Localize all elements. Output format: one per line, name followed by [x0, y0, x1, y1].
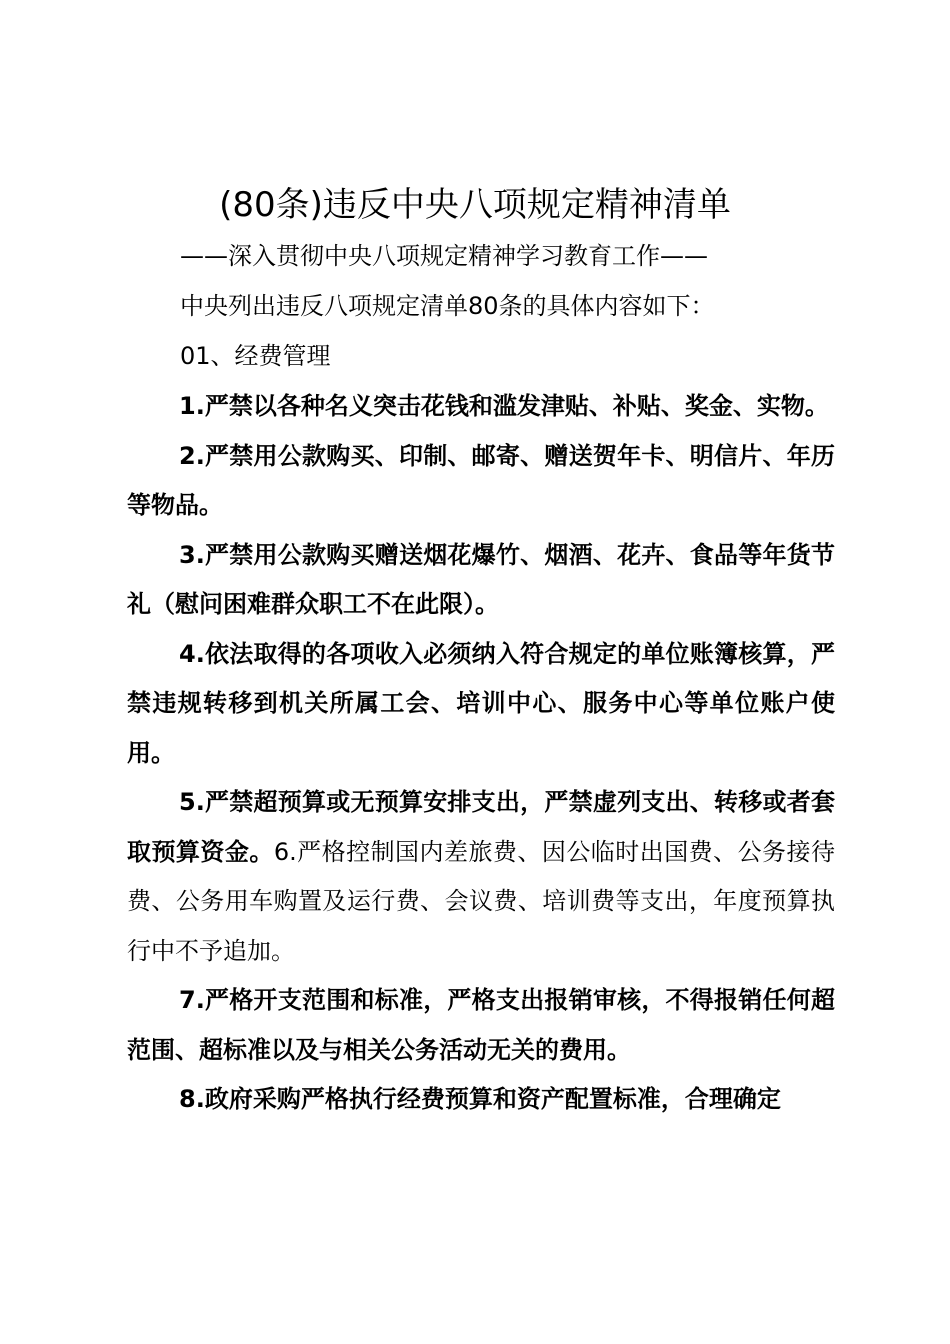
list-item — [127, 976, 835, 1075]
rule-text-bold: 2.严禁用公款购买、印制、邮寄、赠送贺年卡、明信片、年历等物品。 — [127, 441, 835, 519]
rule-text-bold: 1.严禁以各种名义突击花钱和滥发津贴、补贴、奖金、实物。 — [179, 392, 829, 420]
list-item — [127, 531, 835, 630]
document-title: (80条)违反中央八项规定精神清单 — [219, 185, 731, 225]
rule-text-bold: 3.严禁用公款购买赠送烟花爆竹、烟酒、花卉、食品等年货节礼（慰问困难群众职工不在此限）。 — [127, 540, 835, 618]
list-item — [127, 432, 835, 531]
rules-list — [127, 382, 835, 1125]
document-subtitle: ——深入贯彻中央八项规定精神学习教育工作—— — [180, 242, 708, 270]
list-item — [127, 1075, 835, 1125]
list-item — [127, 778, 835, 976]
rule-text: 6.严格控制国内差旅费、因公临时出国费、公务接待费、公务用车购置及运行费、会议费、培训费等支出，年度预算执行中不予追加。 — [127, 837, 835, 965]
list-item — [127, 382, 835, 432]
intro-paragraph: 中央列出违反八项规定清单80条的具体内容如下： — [180, 292, 715, 320]
section-heading: 01、经费管理 — [180, 342, 331, 370]
list-item — [127, 630, 835, 779]
rule-text-bold: 7.严格开支范围和标准，严格支出报销审核，不得报销任何超范围、超标准以及与相关公务活动无关的费用。 — [127, 986, 835, 1064]
rule-text-bold: 4.依法取得的各项收入必须纳入符合规定的单位账簿核算，严禁违规转移到机关所属工会、培训中心、服务中心等单位账户使用。 — [127, 639, 835, 767]
rule-text-bold: 5.严禁超预算或无预算安排支出，严禁虚列支出、转移或者套取预算资金。 — [127, 788, 835, 866]
rule-text-bold: 8.政府采购严格执行经费预算和资产配置标准，合理确定 — [179, 1085, 781, 1113]
